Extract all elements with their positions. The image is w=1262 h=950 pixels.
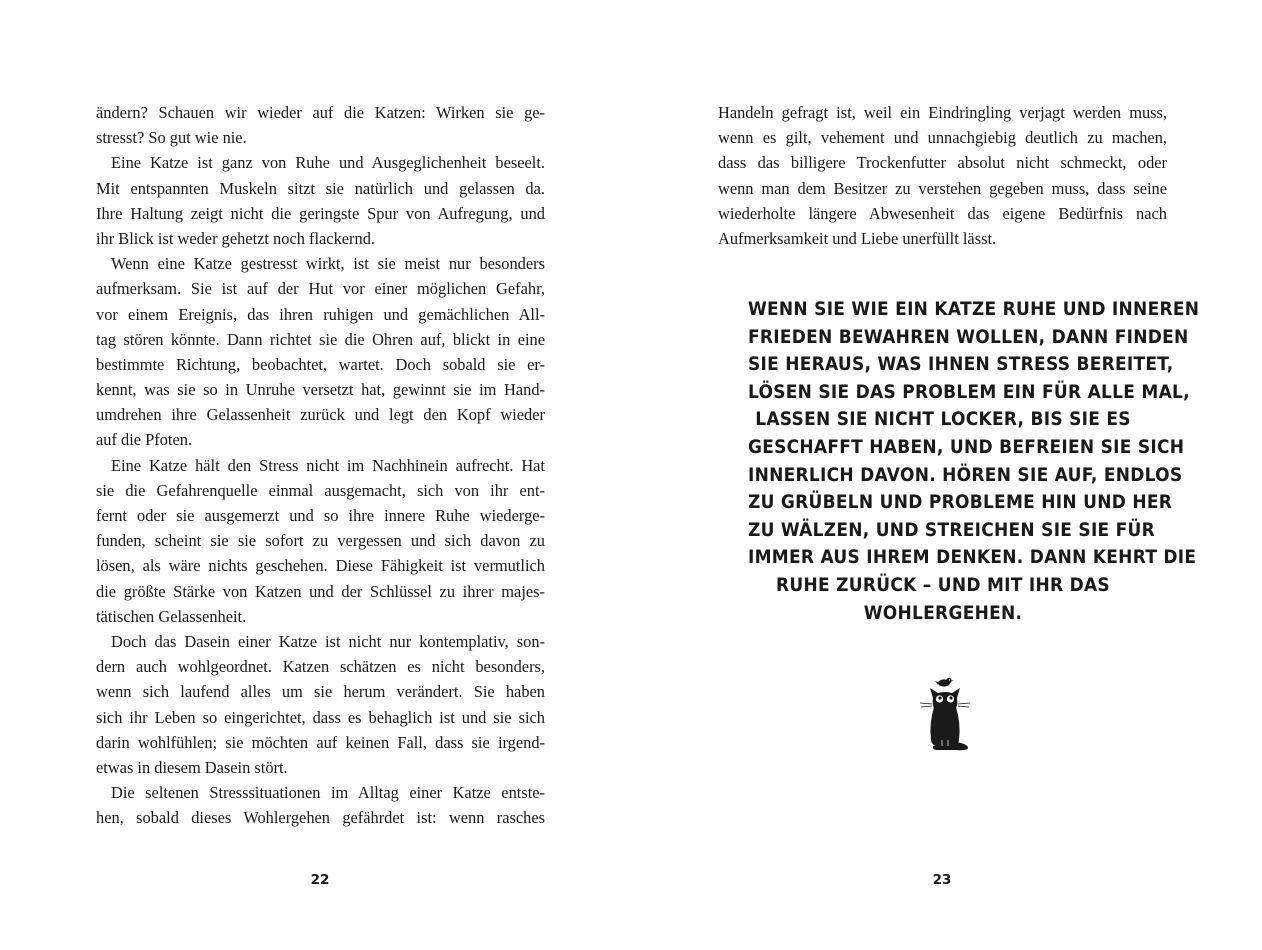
quote-line: IMMER AUS IHREM DENKEN. DANN KEHRT DIE	[747, 547, 1197, 569]
text-line: umdrehen ihre Gelassenheit zurück und legt den Kopf wieder	[96, 405, 545, 425]
text-line: tag stören könnte. Dann richtet sie die Ohren auf, blickt in eine	[96, 329, 545, 349]
text-line: wiederholte längere Abwesenheit das eigene Bedürfnis nach	[718, 203, 1167, 223]
cat-with-bird-icon	[918, 674, 972, 752]
right-body-text	[718, 100, 1167, 251]
text-line: lösen, als wäre nichts geschehen. Diese Fähigkeit ist vermutlich	[96, 556, 545, 576]
text-line: bestimmte Richtung, beobachtet, wartet. Doch sobald sie er-	[96, 354, 545, 374]
text-line: Aufmerksamkeit und Liebe unerfüllt lässt.	[718, 228, 997, 248]
text-line: dern auch wohlgeordnet. Katzen schätzen es nicht besonders,	[96, 657, 545, 677]
text-line: ändern? Schauen wir wieder auf die Katzen: Wirken sie ge-	[96, 103, 545, 122]
highlight-quote	[747, 296, 1200, 627]
text-line: tätischen Gelassenheit.	[96, 606, 247, 626]
quote-line: INNERLICH DAVON. HÖREN SIE AUF, ENDLOS	[747, 464, 1183, 486]
quote-line: LÖSEN SIE DAS PROBLEM EIN FÜR ALLE MAL,	[747, 381, 1190, 403]
text-line: sich ihr Leben so eingerichtet, dass es behaglich ist und sie sich	[96, 707, 545, 727]
page-number-right: 23	[932, 872, 952, 888]
text-line: Ihre Haltung zeigt nicht die geringste Spur von Aufregung, und	[96, 203, 545, 223]
quote-line: WENN SIE WIE EIN KATZE RUHE UND INNEREN	[747, 299, 1200, 320]
text-line: ihr Blick ist weder gehetzt noch flackernd.	[96, 228, 375, 248]
text-line: Doch das Dasein einer Katze ist nicht nur kontemplativ, son-	[111, 631, 545, 651]
text-line: funden, scheint sie sie sofort zu vergessen und sich davon zu	[96, 531, 545, 551]
quote-line: RUHE ZURÜCK – UND MIT IHR DAS	[776, 574, 1110, 596]
text-line: darin wohlfühlen; sie möchten auf keinen Fall, dass sie irgend-	[96, 732, 545, 752]
quote-line: ZU GRÜBELN UND PROBLEME HIN UND HER	[747, 492, 1173, 514]
quote-line: WOHLERGEHEN.	[863, 602, 1023, 624]
text-line: dass das billigere Trockenfutter absolut nicht schmeckt, oder	[718, 153, 1167, 173]
quote-line: FRIEDEN BEWAHREN WOLLEN, DANN FINDEN	[747, 326, 1189, 348]
left-body-text	[96, 100, 545, 830]
text-line: stresst? So gut wie nie.	[96, 128, 247, 148]
text-line: Mit entspannten Muskeln sitzt sie natürlich und gelassen da.	[96, 178, 545, 198]
text-line: kennt, was sie so in Unruhe versetzt hat, gewinnt sie im Hand-	[96, 380, 545, 400]
text-line: wenn es gilt, vehement und unnachgiebig deutlich zu machen,	[718, 128, 1167, 148]
text-line: Handeln gefragt ist, weil ein Eindringling verjagt werden muss,	[718, 103, 1167, 122]
text-line: sie die Gefahrenquelle einmal ausgemacht, sich von ihr ent-	[96, 480, 545, 500]
text-line: die größte Stärke von Katzen und der Schlüssel zu ihrer majes-	[96, 581, 545, 601]
quote-line: SIE HERAUS, WAS IHNEN STRESS BEREITET,	[747, 354, 1174, 376]
quote-line: GESCHAFFT HABEN, UND BEFREIEN SIE SICH	[747, 436, 1185, 458]
right-page	[631, 0, 1262, 950]
text-line: Wenn eine Katze gestresst wirkt, ist sie meist nur besonders	[111, 254, 545, 274]
text-line: Die seltenen Stresssituationen im Alltag einer Katze entste-	[111, 783, 545, 803]
text-line: auf die Pfoten.	[96, 430, 193, 450]
text-line: etwas in diesem Dasein stört.	[96, 757, 288, 777]
text-line: aufmerksam. Sie ist auf der Hut vor einer möglichen Gefahr,	[96, 279, 545, 299]
page-number-left: 22	[310, 872, 330, 888]
text-line: fernt oder sie ausgemerzt und so ihre innere Ruhe wiederge-	[96, 506, 545, 525]
quote-line: ZU WÄLZEN, UND STREICHEN SIE SIE FÜR	[747, 519, 1156, 541]
text-line: vor einem Ereignis, das ihren ruhigen und gemächlichen All-	[96, 304, 545, 324]
quote-line: LASSEN SIE NICHT LOCKER, BIS SIE ES	[755, 409, 1131, 431]
text-line: wenn man dem Besitzer zu verstehen gegeben muss, dass seine	[718, 178, 1167, 198]
text-line: hen, sobald dieses Wohlergehen gefährdet ist: wenn rasches	[96, 808, 545, 828]
text-line: wenn sich laufend alles um sie herum verändert. Sie haben	[96, 682, 545, 702]
text-line: Eine Katze hält den Stress nicht im Nachhinein aufrecht. Hat	[111, 455, 545, 475]
text-line: Eine Katze ist ganz von Ruhe und Ausgeglichenheit beseelt.	[111, 153, 545, 173]
